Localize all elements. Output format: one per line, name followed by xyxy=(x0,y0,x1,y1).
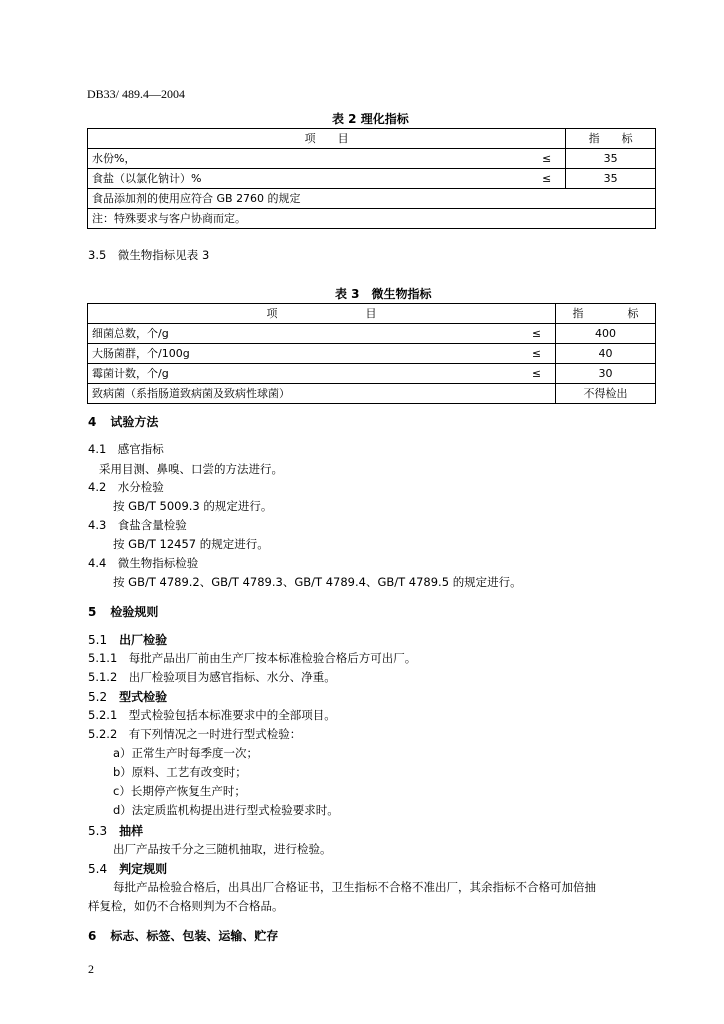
section-number: 4 xyxy=(88,415,97,429)
section-4-4-body: 按 GB/T 4789.2、GB/T 4789.3、GB/T 4789.4、GB/T 4789.5 的规定进行。 xyxy=(113,575,522,589)
section-number: 5.1 xyxy=(88,633,108,647)
table2-col-item: 项 目 xyxy=(88,129,566,149)
section-4-heading xyxy=(88,413,158,430)
table3-header-row xyxy=(88,304,656,324)
table3-caption: 表 3 微生物指标 xyxy=(335,287,432,301)
section-5-1-heading xyxy=(88,631,167,648)
table-row xyxy=(88,169,656,189)
table-row xyxy=(88,344,656,364)
table3-col-item: 项 目 xyxy=(88,304,556,324)
section-5-4-body-line2: 样复检，如仍不合格则判为不合格品。 xyxy=(88,899,284,913)
section-4-4-title: 4.4 微生物指标检验 xyxy=(88,556,199,570)
section-number: 5.4 xyxy=(88,862,108,876)
section-5-4-heading xyxy=(88,860,167,877)
section-title: 判定规则 xyxy=(119,862,168,876)
table-cell xyxy=(517,384,556,404)
table-row xyxy=(88,384,656,404)
section-5-3-heading xyxy=(88,822,143,839)
page-number: 2 xyxy=(88,962,94,976)
table-cell: 不得检出 xyxy=(556,384,656,404)
section-5-3-body: 出厂产品按千分之三随机抽取，进行检验。 xyxy=(113,842,332,856)
list-item: b）原料、工艺有改变时； xyxy=(113,765,247,779)
table-cell: 致病菌（系指肠道致病菌及致病性球菌） xyxy=(88,384,518,404)
table-cell: 水份%， xyxy=(88,149,528,169)
table-cell: ≤ xyxy=(517,344,556,364)
table-cell: 35 xyxy=(566,149,656,169)
section-number: 6 xyxy=(88,929,97,943)
table-cell: 食品添加剂的使用应符合 GB 2760 的规定 xyxy=(88,189,656,209)
section-4-1-body: 采用目测、鼻嗅、口尝的方法进行。 xyxy=(99,462,283,476)
section-4-3-title: 4.3 食盐含量检验 xyxy=(88,518,187,532)
table-cell: ≤ xyxy=(527,149,566,169)
table-cell: 注：特殊要求与客户协商而定。 xyxy=(88,209,656,229)
section-number: 5 xyxy=(88,605,97,619)
table-cell: 大肠菌群，个/100g xyxy=(88,344,518,364)
table2-caption: 表 2 理化指标 xyxy=(332,112,409,126)
table-row xyxy=(88,324,656,344)
section-5-4-body-line1: 每批产品检验合格后，出具出厂合格证书，卫生指标不合格不准出厂，其余指标不合格可加倍抽 xyxy=(113,880,596,894)
table3-col-index: 指 标 xyxy=(556,304,656,324)
table-cell: 40 xyxy=(556,344,656,364)
list-item: a）正常生产时每季度一次； xyxy=(113,746,259,760)
table-row xyxy=(88,189,656,209)
section-title: 检验规则 xyxy=(110,605,159,619)
section-title: 标志、标签、包装、运输、贮存 xyxy=(110,929,279,943)
section-6-heading xyxy=(88,927,278,944)
section-5-1-1: 5.1.1 每批产品出厂前由生产厂按本标准检验合格后方可出厂。 xyxy=(88,651,417,665)
section-4-2-title: 4.2 水分检验 xyxy=(88,480,164,494)
table2-col-index: 指 标 xyxy=(566,129,656,149)
document-number: DB33/ 489.4—2004 xyxy=(87,87,186,101)
table-cell: ≤ xyxy=(517,324,556,344)
table-cell: 30 xyxy=(556,364,656,384)
table-row xyxy=(88,364,656,384)
section-title: 试验方法 xyxy=(110,415,159,429)
table2-header-row xyxy=(88,129,656,149)
table-cell: ≤ xyxy=(527,169,566,189)
section-5-2-heading xyxy=(88,688,167,705)
section-4-3-body: 按 GB/T 12457 的规定进行。 xyxy=(113,537,269,551)
table-cell: 霉菌计数，个/g xyxy=(88,364,518,384)
table-row xyxy=(88,149,656,169)
section-4-1-title: 4.1 感官指标 xyxy=(88,442,164,456)
section-5-2-2: 5.2.2 有下列情况之一时进行型式检验： xyxy=(88,727,302,741)
section-5-heading xyxy=(88,603,158,620)
table-cell: 400 xyxy=(556,324,656,344)
section-title: 型式检验 xyxy=(119,690,168,704)
section-title: 抽样 xyxy=(119,824,144,838)
table-cell: 食盐（以氯化钠计）% xyxy=(88,169,528,189)
section-4-2-body: 按 GB/T 5009.3 的规定进行。 xyxy=(113,499,273,513)
list-item: d）法定质监机构提出进行型式检验要求时。 xyxy=(113,803,339,817)
section-5-2-1: 5.2.1 型式检验包括本标准要求中的全部项目。 xyxy=(88,708,336,722)
list-item: c）长期停产恢复生产时； xyxy=(113,784,246,798)
section-3-5: 3.5 微生物指标见表 3 xyxy=(88,248,210,262)
table-cell: ≤ xyxy=(517,364,556,384)
table3 xyxy=(87,303,656,404)
table2 xyxy=(87,128,656,229)
table-row xyxy=(88,209,656,229)
table-cell: 细菌总数，个/g xyxy=(88,324,518,344)
section-number: 5.2 xyxy=(88,690,108,704)
section-title: 出厂检验 xyxy=(119,633,168,647)
table-cell: 35 xyxy=(566,169,656,189)
section-number: 5.3 xyxy=(88,824,108,838)
section-5-1-2: 5.1.2 出厂检验项目为感官指标、水分、净重。 xyxy=(88,670,336,684)
